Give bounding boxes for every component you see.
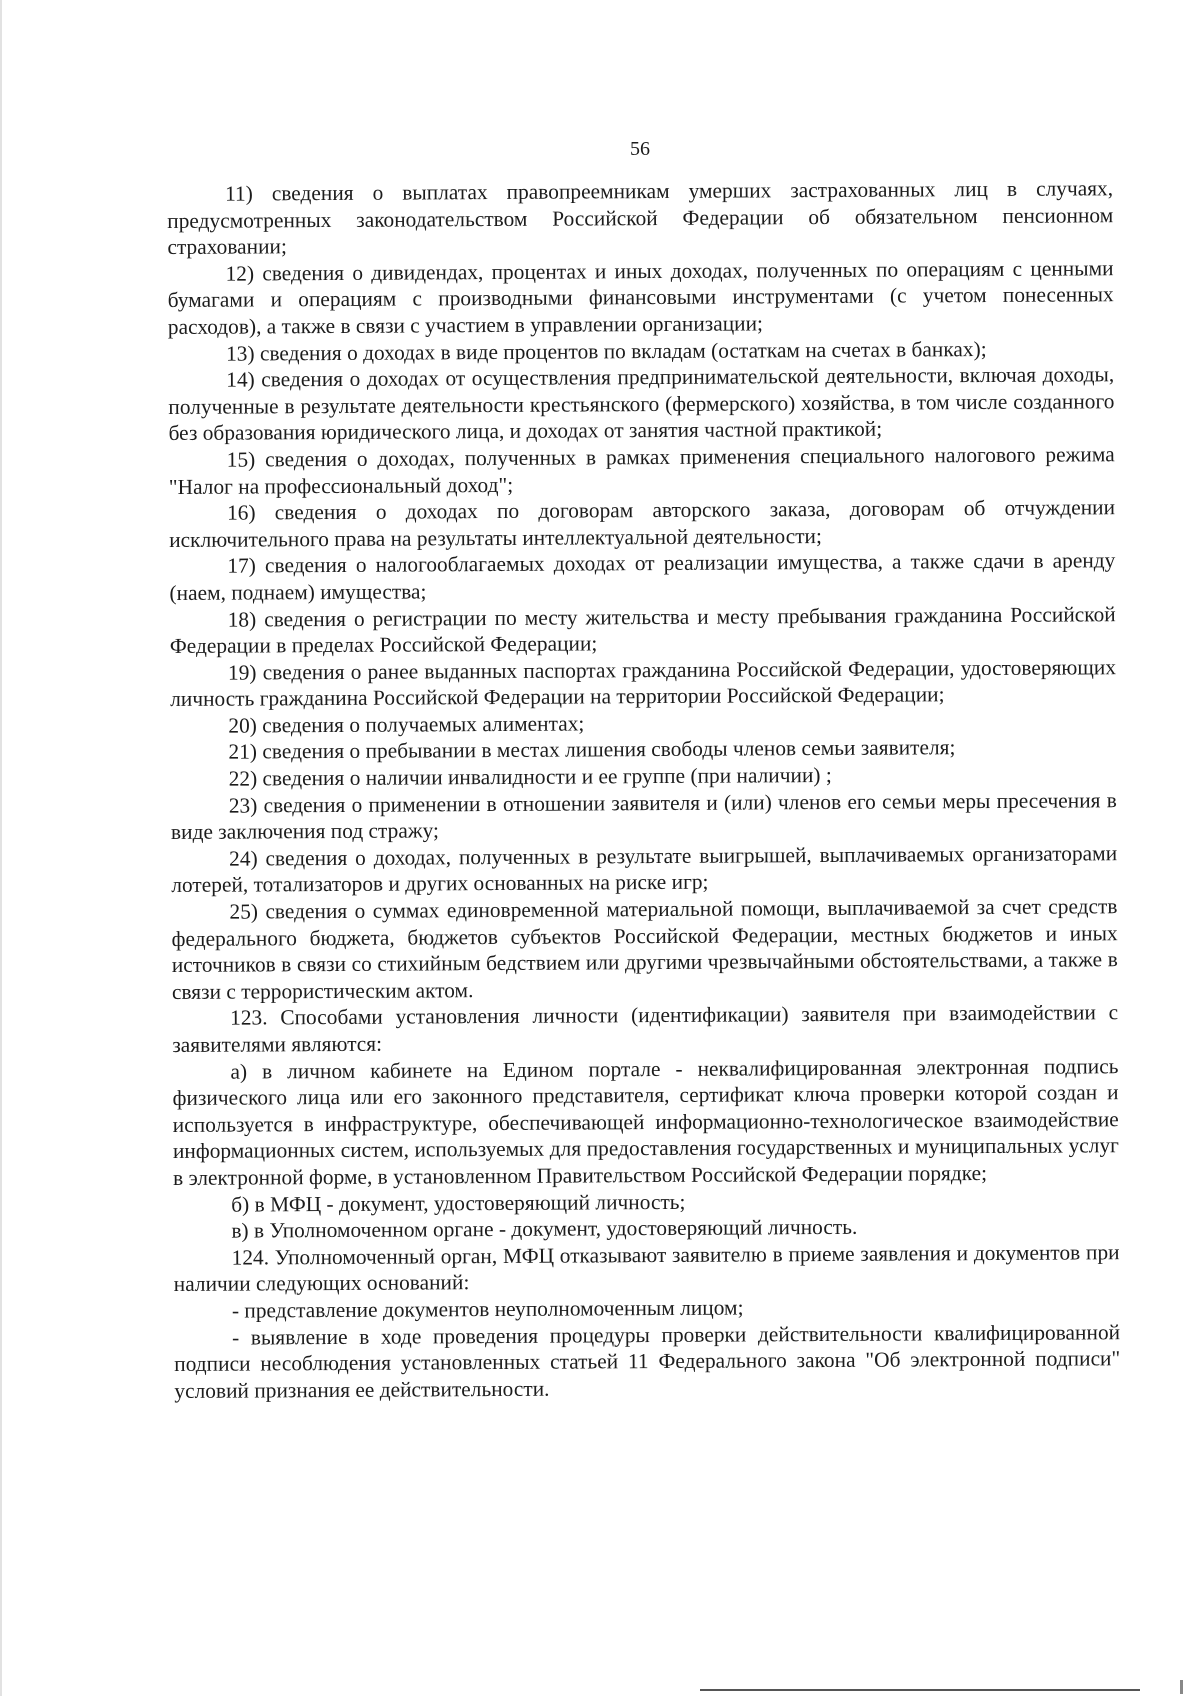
paragraph-item-a: а) в личном кабинете на Едином портале - неквалифицированная электронная подпись физического лица или его законного представителя, сертификат ключа проверки которой создан и используется в инфраструктуре, обеспечивающей информационно-технологическое взаимодействие информационных систем, используемых для предоставления государственных и муниципальных услуг в электронной форме, в установленном Правительством Российской Федерации порядке; [172, 1053, 1119, 1190]
document-body [167, 175, 1120, 1404]
paragraph-section-124: 124. Уполномоченный орган, МФЦ отказывают заявителю в приеме заявления и документов при наличии следующих оснований: [173, 1239, 1120, 1297]
paragraph-item-19: 19) сведения о ранее выданных паспортах гражданина Российской Федерации, удостоверяющих личность гражданина Российской Федерации на территории Российской Федерации; [170, 654, 1117, 712]
paragraph-item-21: 21) сведения о пребывании в местах лишения свободы членов семьи заявителя; [228, 735, 956, 765]
paragraph-item-20: 20) сведения о получаемых алиментах; [228, 711, 585, 738]
paragraph-section-123: 123. Способами установления личности (идентификации) заявителя при взаимодействии с заявителями являются: [172, 1000, 1119, 1057]
paragraph-item-25: 25) сведения о суммах единовременной материальной помощи, выплачиваемой за счет средств федерального бюджета, бюджетов субъектов Российской Федерации, местных бюджетов и иных источников в связи со стихийным бедствием или другими чрезвычайными обстоятельствами, а также в связи с террористическим актом. [171, 894, 1118, 1004]
paragraph-item-v: в) в Уполномоченном органе - документ, удостоверяющий личность. [231, 1214, 858, 1243]
paragraph-dash-2: - выявление в ходе проведения процедуры проверки действительности квалифицированной подписи несоблюдения установленных статьей 11 Федерального закона "Об электронной подписи" условий признания ее действительности. [174, 1319, 1121, 1403]
paragraph-item-23: 23) сведения о применении в отношении заявителя и (или) членов его семьи меры пресечения в виде заключения под стражу; [170, 787, 1117, 845]
page-number: 56 [630, 138, 650, 160]
scan-edge-shadow [0, 0, 2, 1696]
paragraph-item-24: 24) сведения о доходах, полученных в результате выигрышей, выплачиваемых организаторами лотерей, тотализаторов и других основанных на риске игр; [171, 841, 1118, 898]
paragraph-item-17: 17) сведения о налогооблагаемых доходах от реализации имущества, а также сдачи в аренду (наем, поднаем) имущества; [169, 548, 1116, 605]
paragraph-dash-1: - представление документов неуполномоченным лицом; [231, 1295, 744, 1323]
paragraph-item-13: 13) сведения о доходах в виде процентов по вкладам (остаткам на счетах в банках); [225, 336, 987, 366]
paragraph-item-22: 22) сведения о наличии инвалидности и ее группе (при наличии) ; [228, 763, 832, 791]
paragraph-item-16: 16) сведения о доходах по договорам авторского заказа, договорам об отчуждении исключительного права на результаты интеллектуальной деятельности; [169, 495, 1116, 552]
paragraph-item-15: 15) сведения о доходах, полученных в рамках применения специального налогового режима "Налог на профессиональный доход"; [168, 442, 1115, 499]
scan-bottom-line [700, 1689, 1140, 1691]
paragraph-item-11: 11) сведения о выплатах правопреемникам умерших застрахованных лиц в случаях, предусмотренных законодательством Российской Федерации об обязательном пенсионном страховании; [167, 176, 1114, 260]
paragraph-item-14: 14) сведения о доходах от осуществления предпринимательской деятельности, включая доходы, полученные в результате деятельности крестьянского (фермерского) хозяйства, в том числе созданного без образования юридического лица, и доходах от занятия частной практикой; [168, 362, 1115, 446]
paragraph-item-b: б) в МФЦ - документ, удостоверяющий личность; [231, 1189, 686, 1217]
paragraph-item-12: 12) сведения о дивидендах, процентах и иных доходах, полученных по операциям с ценными бумагами и операциям с производными финансовыми инструментами (с учетом понесенных расходов), а также в связи с участием в управлении организации; [167, 256, 1114, 339]
paragraph-item-18: 18) сведения о регистрации по месту жительства и месту пребывания гражданина Российской Федерации в пределах Российской Федерации; [169, 601, 1116, 659]
scan-bottom-mark [1180, 1680, 1183, 1694]
